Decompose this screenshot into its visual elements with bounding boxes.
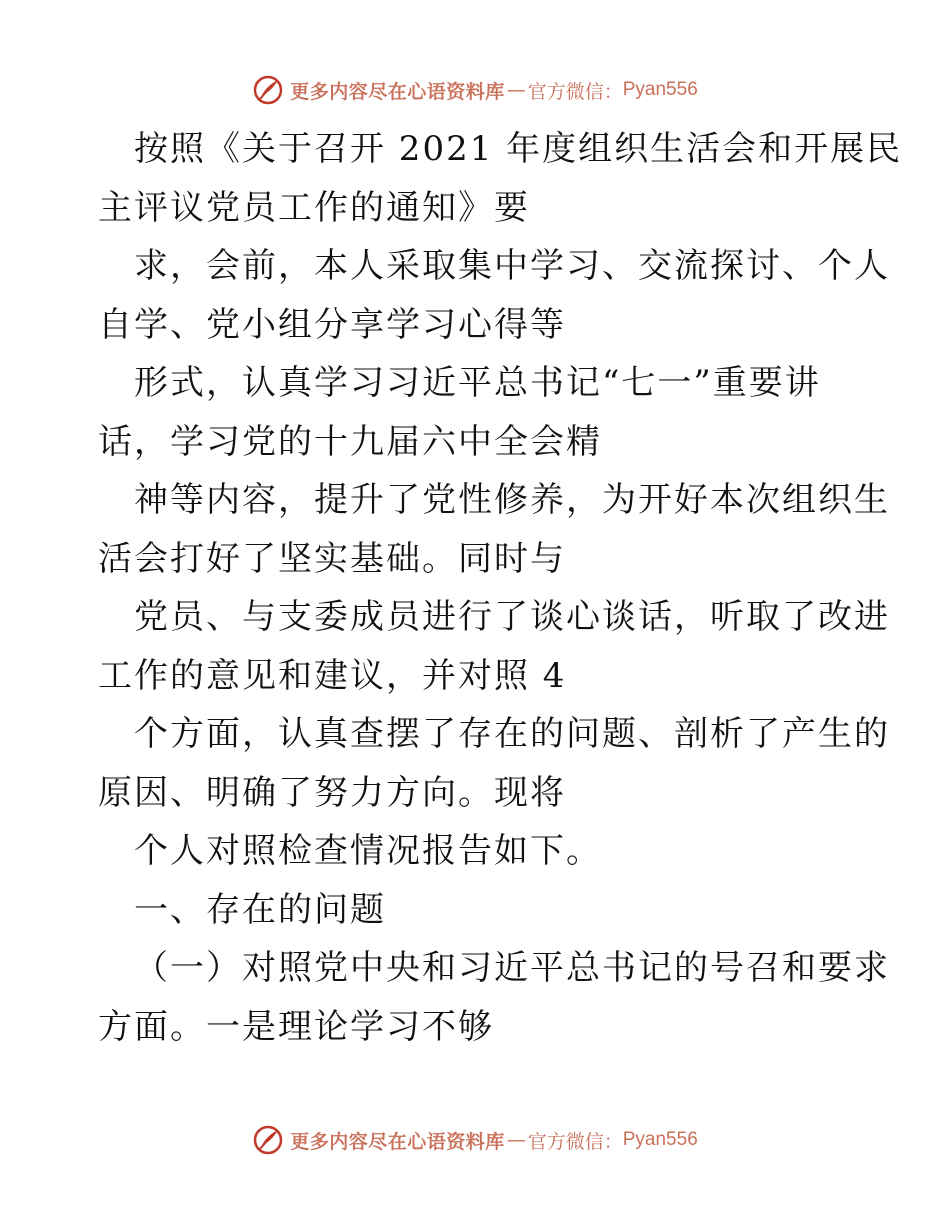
paragraph-line: 工作的意见和建议，并对照 4 [98, 655, 567, 696]
paragraph-line: 个方面，认真查摆了存在的问题、剖析了产生的 [134, 714, 890, 754]
paragraph-line: 党员、与支委成员进行了谈心谈话，听取了改进 [134, 597, 890, 637]
header-watermark [0, 74, 950, 106]
paragraph-line: 方面。一是理论学习不够 [98, 1006, 494, 1047]
feather-logo-icon [252, 1124, 284, 1156]
watermark-wechat-label: 官方微信： [527, 1130, 623, 1153]
paragraph-line: 个人对照检查情况报告如下。 [134, 831, 602, 871]
paragraph-line: 求，会前，本人采取集中学习、交流探讨、个人 [134, 246, 890, 286]
subsection-line: （一）对照党中央和习近平总书记的号召和要求 [134, 948, 890, 988]
footer-watermark [0, 1124, 950, 1156]
section-heading: 一、存在的问题 [134, 889, 386, 930]
paragraph-line: 主评议党员工作的通知》要 [98, 187, 530, 228]
watermark-wechat-id: Pyan556 [622, 1129, 698, 1150]
document-body [98, 120, 903, 1056]
paragraph-line: 原因、明确了努力方向。现将 [98, 772, 566, 813]
paragraph-line: 自学、党小组分享学习心得等 [98, 304, 566, 345]
watermark-dash: — [506, 79, 526, 101]
paragraph-line: 话，学习党的十九届六中全会精 [98, 421, 602, 462]
watermark-site-name: 更多内容尽在心语资料库 [290, 1130, 505, 1153]
paragraph-line: 活会打好了坚实基础。同时与 [98, 538, 566, 579]
watermark-wechat-id: Pyan556 [622, 79, 698, 100]
watermark-site-name: 更多内容尽在心语资料库 [290, 80, 505, 103]
paragraph-line: 形式，认真学习习近平总书记“七一”重要讲 [134, 363, 821, 403]
watermark-dash: — [506, 1129, 526, 1151]
paragraph-line: 神等内容，提升了党性修养，为开好本次组织生 [134, 480, 890, 520]
paragraph-line: 按照《关于召开 2021 年度组织生活会和开展民 [134, 129, 903, 169]
feather-logo-icon [252, 74, 284, 106]
watermark-wechat-label: 官方微信： [527, 80, 623, 103]
